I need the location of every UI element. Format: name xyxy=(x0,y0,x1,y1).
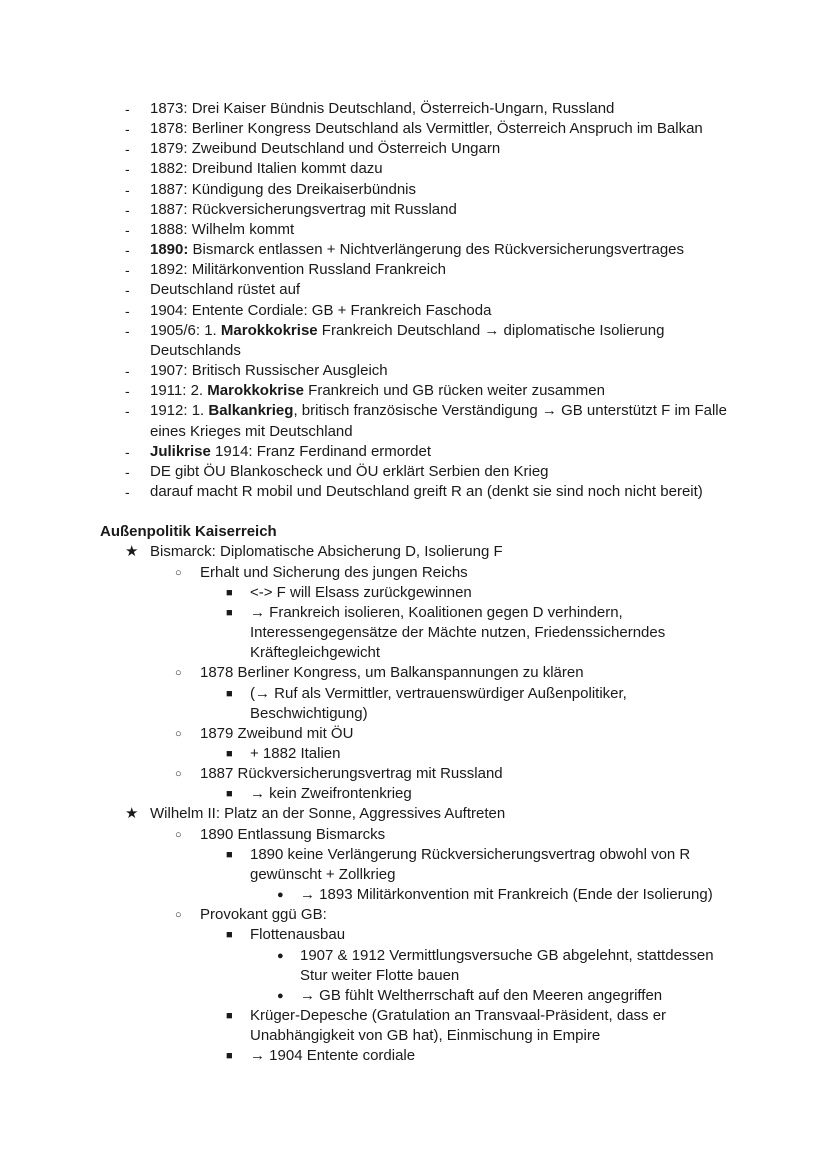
list-item-line xyxy=(0,825,828,845)
list-item-line xyxy=(0,119,828,139)
text-segment: → Frankreich isolieren, Koalitionen gegen D verhindern, xyxy=(250,603,623,621)
list-item-line xyxy=(0,1006,828,1026)
list-item-text xyxy=(150,321,664,341)
text-segment: Deutschland rüstet auf xyxy=(150,281,301,299)
list-item-text xyxy=(150,361,388,381)
text-segment: 1907 & 1912 Vermittlungsversuche GB abgelehnt, stattdessen xyxy=(300,946,714,964)
square-bullet-icon: ■ xyxy=(226,748,233,760)
list-item-line xyxy=(0,583,828,603)
bold-text: Balkankrieg xyxy=(208,402,294,420)
list-item-text xyxy=(250,603,623,623)
list-item-text xyxy=(200,764,503,784)
list-item-line xyxy=(0,845,828,865)
circle-bullet-icon: ○ xyxy=(175,667,182,680)
square-bullet-icon: ■ xyxy=(226,586,233,599)
bold-text: Marokkokrise xyxy=(207,382,304,400)
list-item-line xyxy=(0,946,828,966)
text-segment: 1911: 2. xyxy=(150,382,208,400)
list-item-text xyxy=(150,180,416,200)
dash-bullet-icon: - xyxy=(125,121,130,138)
list-item-text xyxy=(250,1026,600,1046)
list-item-text xyxy=(150,341,241,361)
dash-bullet-icon: - xyxy=(125,302,130,319)
list-item-line xyxy=(0,240,828,260)
text-segment: 1890 Entlassung Bismarcks xyxy=(200,825,386,843)
list-item-line xyxy=(0,462,828,482)
text-segment: DE gibt ÖU Blankoscheck und ÖU erklärt Serbien den Krieg xyxy=(150,462,549,480)
list-item-text xyxy=(150,159,383,179)
bold-text: Marokkokrise xyxy=(220,321,318,339)
text-segment: 1887: Kündigung des Dreikaiserbündnis xyxy=(150,180,417,198)
list-item-line xyxy=(0,159,828,179)
square-bullet-icon: ■ xyxy=(226,687,233,700)
dash-bullet-icon: - xyxy=(125,161,130,178)
list-item-line xyxy=(0,422,828,442)
bold-text: 1890: xyxy=(150,241,189,259)
star-bullet-icon: ★ xyxy=(125,543,139,561)
list-item-text xyxy=(250,1046,415,1066)
text-segment: → GB fühlt Weltherrschaft auf den Meeren angegriffen xyxy=(300,986,663,1004)
list-item-text xyxy=(150,119,703,139)
square-bullet-icon: ■ xyxy=(226,788,233,801)
list-item-line xyxy=(0,361,828,381)
dash-bullet-icon: - xyxy=(125,201,130,218)
list-item-text xyxy=(300,946,714,966)
list-item-line xyxy=(0,986,828,1006)
list-item-text xyxy=(150,200,457,220)
list-item-text xyxy=(150,442,431,462)
dash-bullet-icon: - xyxy=(125,141,130,158)
list-item-line xyxy=(0,220,828,240)
dash-bullet-icon: - xyxy=(125,181,130,198)
dot-bullet-icon: ● xyxy=(277,889,284,902)
text-segment: Provokant ggü GB: xyxy=(200,906,327,924)
bold-text: Julikrise xyxy=(150,442,211,460)
text-segment: 1907: Britisch Russischer Ausgleich xyxy=(150,362,388,380)
text-segment: 1882: Dreibund Italien kommt dazu xyxy=(150,160,383,178)
list-item-text xyxy=(250,643,380,663)
list-item-text xyxy=(150,240,684,260)
list-item-text xyxy=(200,825,385,845)
dot-bullet-icon: ● xyxy=(277,949,284,962)
text-segment: → 1893 Militärkonvention mit Frankreich (Ende der Isolierung) xyxy=(300,886,713,904)
text-segment: 1873: Drei Kaiser Bündnis Deutschland, Österreich-Ungarn, Russland xyxy=(150,100,615,117)
list-item-line xyxy=(0,804,828,824)
list-item-line xyxy=(0,482,828,502)
list-item-text xyxy=(250,684,627,704)
list-item-line xyxy=(0,1046,828,1066)
text-segment: → 1904 Entente cordiale xyxy=(250,1047,416,1065)
section-heading: Außenpolitik Kaiserreich xyxy=(100,523,277,541)
dot-bullet-icon: ● xyxy=(277,989,284,1002)
list-item-text xyxy=(250,623,665,643)
dash-bullet-icon: - xyxy=(125,221,130,238)
spacer xyxy=(0,502,828,522)
list-item-text xyxy=(250,845,690,865)
list-item-text xyxy=(300,885,713,905)
text-segment: Bismarck entlassen + Nichtverlängerung des Rückversicherungsvertrages xyxy=(188,241,685,259)
list-item-line xyxy=(0,139,828,159)
list-item-text xyxy=(300,966,459,986)
text-segment: 1879 Zweibund mit ÖU xyxy=(200,724,354,742)
text-segment: Flottenausbau xyxy=(250,926,346,944)
dash-bullet-icon: - xyxy=(125,282,130,299)
text-segment: Erhalt und Sicherung des jungen Reichs xyxy=(200,563,468,581)
text-segment: 1890 keine Verlängerung Rückversicherungsvertrag obwohl von R xyxy=(250,845,691,863)
list-item-line xyxy=(0,623,828,643)
list-item-text xyxy=(150,381,605,401)
text-segment: gewünscht + Zollkrieg xyxy=(250,865,396,883)
square-bullet-icon: ■ xyxy=(226,606,233,619)
list-item-line xyxy=(0,925,828,945)
list-item-text xyxy=(150,220,294,240)
circle-bullet-icon: ○ xyxy=(175,828,182,841)
text-segment: 1914: Franz Ferdinand ermordet xyxy=(210,442,431,460)
text-segment: <-> F will Elsass zurückgewinnen xyxy=(250,583,472,601)
star-bullet-icon: ★ xyxy=(125,805,139,823)
list-item-line xyxy=(0,401,828,421)
text-segment: + 1882 Italien xyxy=(250,745,341,762)
list-item-line xyxy=(0,260,828,280)
list-item-text xyxy=(200,663,584,683)
list-item-text xyxy=(150,280,300,300)
list-item-line xyxy=(0,784,828,804)
text-segment: Beschwichtigung) xyxy=(250,704,368,722)
list-item-text xyxy=(150,542,503,562)
list-item-text xyxy=(250,744,341,764)
list-item-line xyxy=(0,280,828,300)
square-bullet-icon: ■ xyxy=(226,848,233,861)
list-item-line xyxy=(0,704,828,724)
text-segment: 1912: 1. xyxy=(150,402,209,420)
list-item-line xyxy=(0,603,828,623)
text-segment: 1888: Wilhelm kommt xyxy=(150,220,295,238)
list-item-text xyxy=(150,804,505,824)
circle-bullet-icon: ○ xyxy=(175,768,182,781)
list-item-line xyxy=(0,321,828,341)
text-segment: Bismarck: Diplomatische Absicherung D, Isolierung F xyxy=(150,543,503,561)
circle-bullet-icon: ○ xyxy=(175,566,182,579)
list-item-text xyxy=(250,784,412,804)
text-segment: Kräftegleichgewicht xyxy=(250,644,381,662)
text-segment: 1879: Zweibund Deutschland und Österreich Ungarn xyxy=(150,140,501,158)
list-item-line xyxy=(0,301,828,321)
list-item-text xyxy=(250,583,472,603)
text-segment: , britisch französische Verständigung → GB unterstützt F im Falle xyxy=(293,402,727,420)
list-item-line xyxy=(0,442,828,462)
list-item-text xyxy=(300,986,662,1006)
list-item-line xyxy=(0,966,828,986)
text-segment: 1887 Rückversicherungsvertrag mit Russland xyxy=(200,765,503,783)
list-item-line xyxy=(0,200,828,220)
text-segment: (→ Ruf als Vermittler, vertrauenswürdiger Außenpolitiker, xyxy=(250,684,627,702)
list-item-text xyxy=(250,1006,666,1026)
list-item-text xyxy=(150,422,353,442)
list-item-line xyxy=(0,341,828,361)
circle-bullet-icon: ○ xyxy=(175,909,182,922)
text-segment: Interessengegensätze der Mächte nutzen, Friedenssicherndes xyxy=(250,624,666,642)
text-segment: eines Krieges mit Deutschland xyxy=(150,422,353,440)
dash-bullet-icon: - xyxy=(125,403,130,420)
text-segment: 1878: Berliner Kongress Deutschland als Vermittler, Österreich Anspruch im Balkan xyxy=(150,120,703,138)
dash-bullet-icon: - xyxy=(125,383,130,400)
list-item-line xyxy=(0,885,828,905)
list-item-line xyxy=(0,99,828,119)
list-item-line xyxy=(0,905,828,925)
list-item-text xyxy=(250,865,396,885)
text-segment: darauf macht R mobil und Deutschland greift R an (denkt sie sind noch nicht bereit) xyxy=(150,482,703,500)
square-bullet-icon: ■ xyxy=(226,1050,233,1063)
list-item-text xyxy=(150,401,727,421)
square-bullet-icon: ■ xyxy=(226,1010,233,1023)
list-item-line xyxy=(0,1026,828,1046)
list-item-text xyxy=(150,482,703,502)
list-item-text xyxy=(200,563,468,583)
text-segment: 1892: Militärkonvention Russland Frankreich xyxy=(150,261,446,279)
timeline-list xyxy=(0,99,828,502)
list-item-text xyxy=(250,925,345,945)
text-segment: Krüger-Depesche (Gratulation an Transvaal-Präsident, dass er xyxy=(250,1007,667,1025)
list-item-line xyxy=(0,643,828,663)
list-item-text xyxy=(150,99,614,119)
list-item-line xyxy=(0,724,828,744)
document-page xyxy=(0,99,828,1067)
text-segment: 1905/6: 1. xyxy=(150,321,221,339)
dash-bullet-icon: - xyxy=(125,262,130,279)
text-segment: Deutschlands xyxy=(150,341,241,359)
text-segment: 1878 Berliner Kongress, um Balkanspannungen zu klären xyxy=(200,664,584,682)
dash-bullet-icon: - xyxy=(125,463,130,480)
square-bullet-icon: ■ xyxy=(226,929,233,942)
list-item-text xyxy=(250,704,368,724)
outline-section xyxy=(0,522,828,1066)
dash-bullet-icon: - xyxy=(125,101,130,117)
list-item-line xyxy=(0,180,828,200)
text-segment: → kein Zweifrontenkrieg xyxy=(250,785,412,803)
dash-bullet-icon: - xyxy=(125,483,130,500)
list-item-line xyxy=(0,563,828,583)
list-item-line xyxy=(0,381,828,401)
text-segment: Frankreich Deutschland → diplomatische Isolierung xyxy=(317,321,665,339)
text-segment: Unabhängigkeit von GB hat), Einmischung in Empire xyxy=(250,1027,601,1045)
list-item-text xyxy=(150,139,500,159)
list-item-text xyxy=(150,301,491,321)
list-item-line xyxy=(0,744,828,764)
dash-bullet-icon: - xyxy=(125,322,130,339)
list-item-text xyxy=(150,462,549,482)
list-item-line xyxy=(0,663,828,683)
section-heading-row xyxy=(0,522,828,542)
text-segment: Frankreich und GB rücken weiter zusammen xyxy=(304,382,605,400)
list-item-text xyxy=(200,724,353,744)
dash-bullet-icon: - xyxy=(125,443,130,460)
list-item-text xyxy=(150,260,446,280)
text-segment: 1904: Entente Cordiale: GB + Frankreich Faschoda xyxy=(150,301,492,319)
dash-bullet-icon: - xyxy=(125,363,130,380)
list-item-line xyxy=(0,865,828,885)
list-item-line xyxy=(0,764,828,784)
text-segment: Stur weiter Flotte bauen xyxy=(300,966,460,984)
list-item-line xyxy=(0,684,828,704)
dash-bullet-icon: - xyxy=(125,242,130,259)
list-item-text xyxy=(200,905,327,925)
list-item-line xyxy=(0,542,828,562)
text-segment: 1887: Rückversicherungsvertrag mit Russland xyxy=(150,200,457,218)
circle-bullet-icon: ○ xyxy=(175,727,182,740)
text-segment: Wilhelm II: Platz an der Sonne, Aggressives Auftreten xyxy=(150,805,506,823)
